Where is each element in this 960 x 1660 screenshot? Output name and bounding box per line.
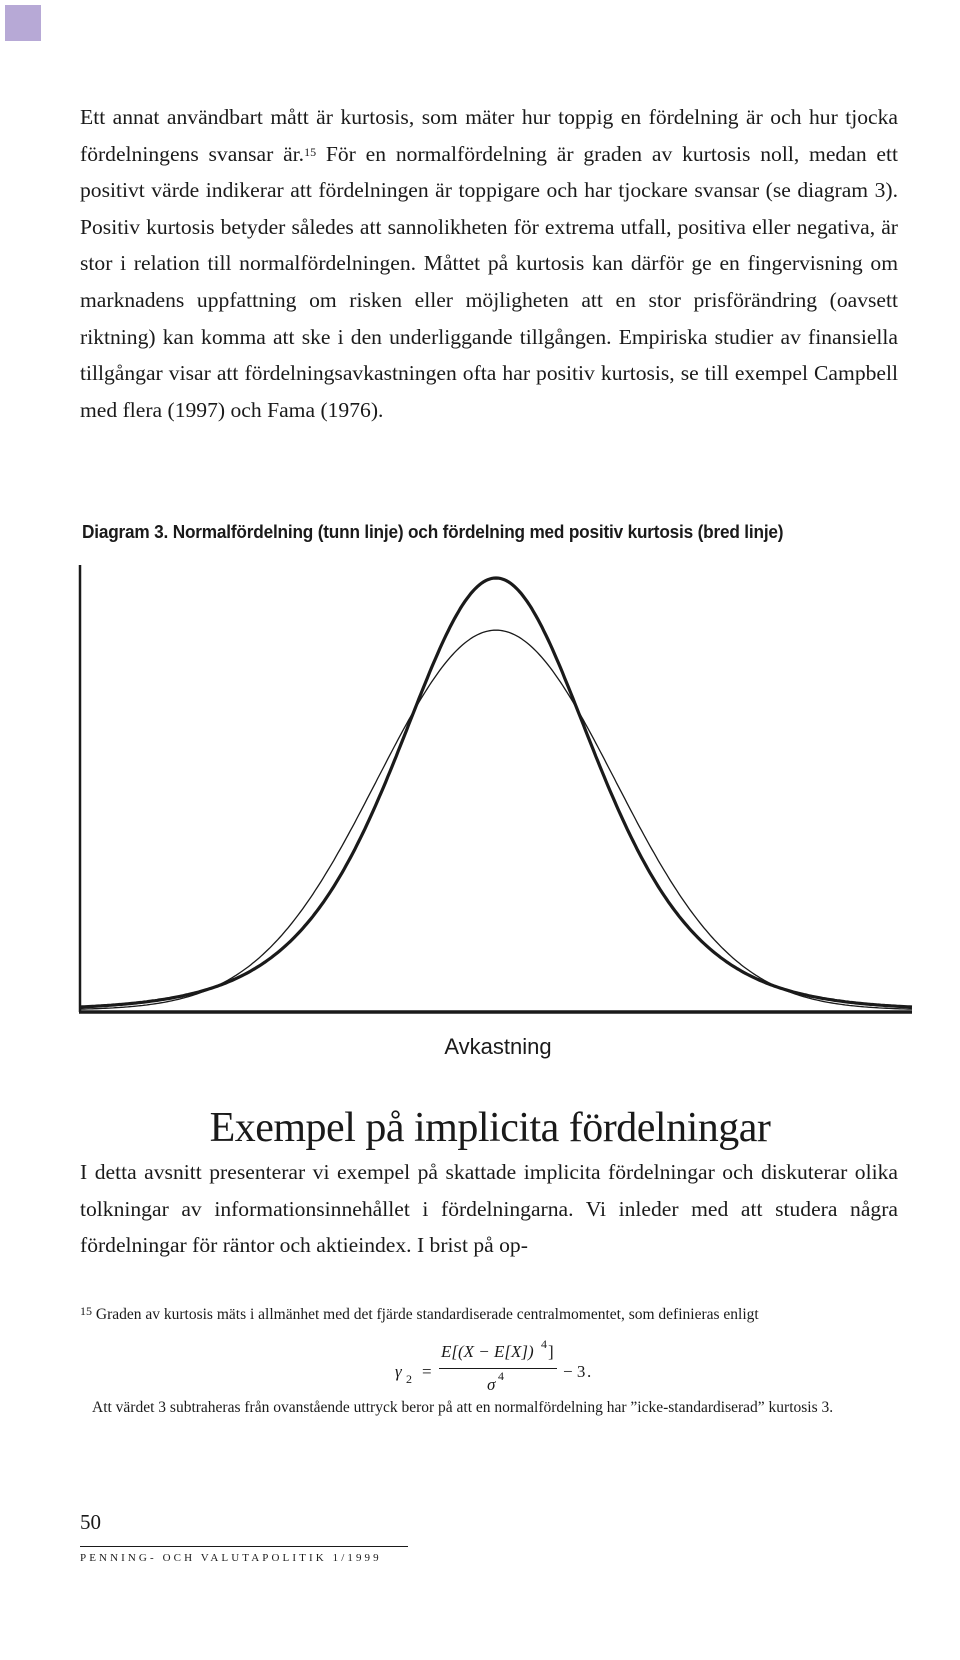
normal-distribution-line (80, 630, 912, 1009)
diagram-caption: Diagram 3. Normalfördelning (tunn linje) och fördelning med positiv kurtosis (bred linje) (82, 521, 784, 542)
footnote-text: Graden av kurtosis mäts i allmänhet med det fjärde standardiserade centralmomentet, som definieras enligt (92, 1306, 759, 1323)
positive-kurtosis-distribution-line (80, 578, 912, 1007)
formula-equals: = (422, 1362, 432, 1381)
footnote-number: 15 (80, 1304, 92, 1318)
footer-rule (80, 1546, 408, 1547)
section-heading: Exempel på implicita fördelningar (209, 1105, 771, 1151)
running-footer: PENNING- OCH VALUTAPOLITIK 1/1999 (80, 1552, 382, 1564)
corner-color-square (5, 5, 41, 41)
formula-numerator: E[(X − E[X]) (441, 1342, 534, 1361)
formula-minus-three: − 3 (563, 1362, 586, 1381)
footnote-continuation: Att värdet 3 subtraheras från ovanstående uttryck beror på att en normalfördelning har ”icke-standardiserad” kurtosis 3. (92, 1399, 834, 1416)
kurtosis-chart (0, 550, 960, 1030)
formula-numerator-exp: 4 (541, 1337, 547, 1351)
x-axis-label: Avkastning (444, 1034, 552, 1059)
formula-gamma-sub: 2 (406, 1372, 412, 1386)
footnote (80, 1306, 898, 1324)
formula-gamma: γ (395, 1362, 402, 1381)
body-paragraph-kurtosis (80, 99, 898, 428)
formula-denominator-exp: 4 (498, 1369, 504, 1383)
formula-denominator: σ (487, 1375, 496, 1394)
formula-numerator-close: ] (548, 1342, 554, 1361)
footnote-reference[interactable]: 15 (304, 144, 317, 159)
formula-period: . (587, 1362, 592, 1381)
page-number: 50 (80, 1510, 101, 1534)
body-paragraph-intro: I detta avsnitt presenterar vi exempel på skattade implicita fördelningar och diskuterar olika tolkningar av informationsinnehållet i fördelningarna. Vi inleder med att studera några fördelningar för räntor och aktieindex. I brist på op- (80, 1160, 898, 1258)
kurtosis-formula (395, 1337, 655, 1405)
paragraph-text: Ett annat användbart mått är kurtosis, som mäter hur toppig en fördelning är och hur tjocka fördelningens svansar är. (80, 105, 898, 166)
paragraph-text-cont: För en normalfördelning är graden av kurtosis noll, medan ett positivt värde indikerar att fördelningen är toppigare och har tjockare svansar (se diagram 3). Positiv kurtosis betyder således att sannolikheten för extrema utfall, positiva eller negativa, är stor i relation till normalfördelningen. Måttet på kurtosis kan därför ge en fingervisning om marknadens uppfattning om risken eller möjligheten att en stor prisförändring (oavsett riktning) kan komma att ske i den underliggande tillgången. Empiriska studier av finansiella tillgångar visar att fördelningsavkastningen ofta har positiv kurtosis, se till exempel Campbell med flera (1997) och Fama (1976). (80, 141, 898, 422)
